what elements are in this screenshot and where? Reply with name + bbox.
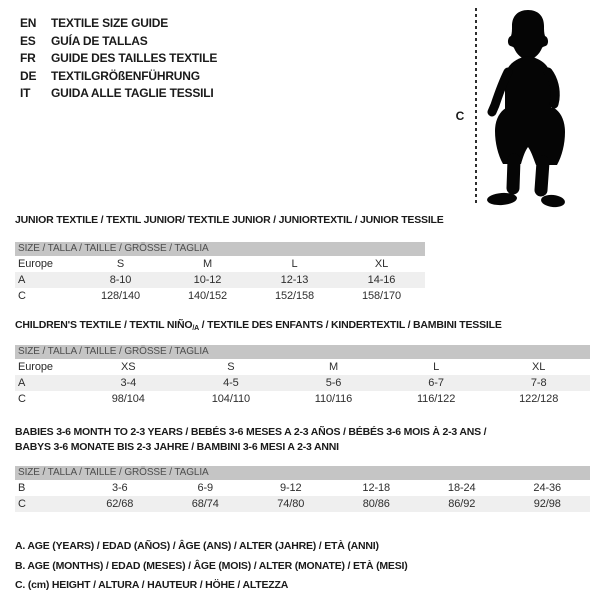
table-row-age [15,272,425,288]
table-cell: 104/110 [211,393,251,405]
babies-table-title-line1: BABIES 3-6 MONTH TO 2-3 YEARS / BEBÉS 3-6 MESES A 2-3 AÑOS / BÉBÉS 3-6 MOIS À 2-3 ANS / [15,426,487,438]
size-header-bar: SIZE / TALLA / TAILLE / GRÖSSE / TAGLIA [15,345,590,359]
language-row [20,50,217,68]
table-row-height [15,288,425,304]
table-row-europe [15,256,425,272]
table-cell: 152/158 [274,290,315,302]
table-row-age [15,375,590,391]
table-cell: 9-12 [279,482,302,494]
table-cell: L [291,258,298,270]
table-cell: 6-7 [428,377,444,389]
language-row [20,15,217,33]
table-row-height [15,391,590,407]
language-label: GUÍA DE TALLAS [51,33,148,48]
footnote-age-months: B. AGE (MONTHS) / EDAD (MESES) / ÂGE (MOIS) / ALTER (MONATE) / ETÀ (MESI) [15,559,408,572]
table-cell: 12-18 [362,482,391,494]
table-cell: 18-24 [447,482,476,494]
language-code: FR [20,51,36,66]
table-cell: 8-10 [109,274,132,286]
language-code: DE [20,68,37,83]
table-cell: 116/122 [416,393,456,405]
table-cell: L [433,361,440,373]
size-header-bar: SIZE / TALLA / TAILLE / GRÖSSE / TAGLIA [15,466,590,480]
language-code: IT [20,86,31,101]
language-code: EN [20,16,37,30]
row-label: A [18,377,26,389]
table-cell: M [202,258,213,270]
table-cell: 6-9 [197,482,214,494]
language-label: TEXTILE SIZE GUIDE [51,16,169,30]
table-cell: M [328,361,339,373]
babies-table-title-line2: BABYS 3-6 MONATE BIS 2-3 JAHRE / BAMBINI 3-6 MESI A 2-3 ANNI [15,441,339,453]
table-cell: 80/86 [362,498,390,510]
language-guide [20,15,217,103]
legend-footnotes [15,537,408,596]
row-label: Europe [18,361,53,373]
language-label: TEXTILGRÖßENFÜHRUNG [51,68,200,83]
baby-silhouette-icon [480,0,596,212]
language-label: GUIDA ALLE TAGLIE TESSILI [51,86,214,101]
table-cell: 4-5 [223,377,239,389]
language-code: ES [20,33,36,48]
language-row [20,85,217,103]
table-cell: 3-6 [111,482,128,494]
table-cell: 128/140 [100,290,141,302]
junior-table-title: JUNIOR TEXTILE / TEXTIL JUNIOR/ TEXTILE JUNIOR / JUNIORTEXTIL / JUNIOR TESSILE [15,214,444,226]
children-title-subscript: /A [192,325,199,332]
language-row [20,68,217,86]
row-label: Europe [18,258,53,270]
height-label: C [455,109,465,123]
children-size-table [15,345,590,407]
table-cell: S [227,361,235,373]
children-title-part2: / TEXTILE DES ENFANTS / KINDERTEXTIL / BAMBINI TESSILE [198,319,502,331]
language-label: GUIDE DES TAILLES TEXTILE [51,51,218,66]
children-table-title [15,319,502,332]
table-cell: XS [121,361,136,373]
table-cell: 86/92 [448,498,476,510]
babies-size-table [15,466,590,512]
language-row [20,33,217,51]
row-label: C [18,290,26,302]
table-cell: 158/170 [361,290,402,302]
table-cell: 3-4 [120,377,137,389]
size-header-bar: SIZE / TALLA / TAILLE / GRÖSSE / TAGLIA [15,242,425,256]
table-cell: XL [532,361,546,373]
table-cell: 110/116 [314,393,353,405]
table-row-months [15,480,590,496]
table-cell: 10-12 [193,274,222,286]
table-row-height [15,496,590,512]
table-cell: 92/98 [533,498,561,510]
table-cell: 122/128 [519,393,559,405]
table-cell: 5-6 [325,377,342,389]
table-cell: 62/68 [106,498,134,510]
row-label: C [18,393,26,405]
row-label: A [18,274,26,286]
table-cell: 140/152 [187,290,228,302]
footnote-height: C. (cm) HEIGHT / ALTURA / HAUTEUR / HÖHE / ALTEZZA [15,579,289,591]
table-row-europe [15,359,590,375]
row-label: B [18,482,26,494]
table-cell: XL [374,258,389,270]
table-cell: 12-13 [280,274,309,286]
table-cell: 14-16 [367,274,396,286]
footnote-age-years: A. AGE (YEARS) / EDAD (AÑOS) / ÂGE (ANS) / ALTER (JAHRE) / ETÀ (ANNI) [15,540,379,552]
table-cell: 98/104 [111,393,145,405]
table-cell: 74/80 [277,498,305,510]
table-cell: S [116,258,125,270]
height-dashed-line [475,8,477,206]
row-label: C [18,498,26,510]
table-cell: 7-8 [530,377,547,389]
children-title-part1: CHILDREN'S TEXTILE / TEXTIL NIÑO [15,319,193,331]
table-cell: 24-36 [533,482,562,494]
junior-size-table [15,242,425,304]
table-cell: 68/74 [191,498,219,510]
